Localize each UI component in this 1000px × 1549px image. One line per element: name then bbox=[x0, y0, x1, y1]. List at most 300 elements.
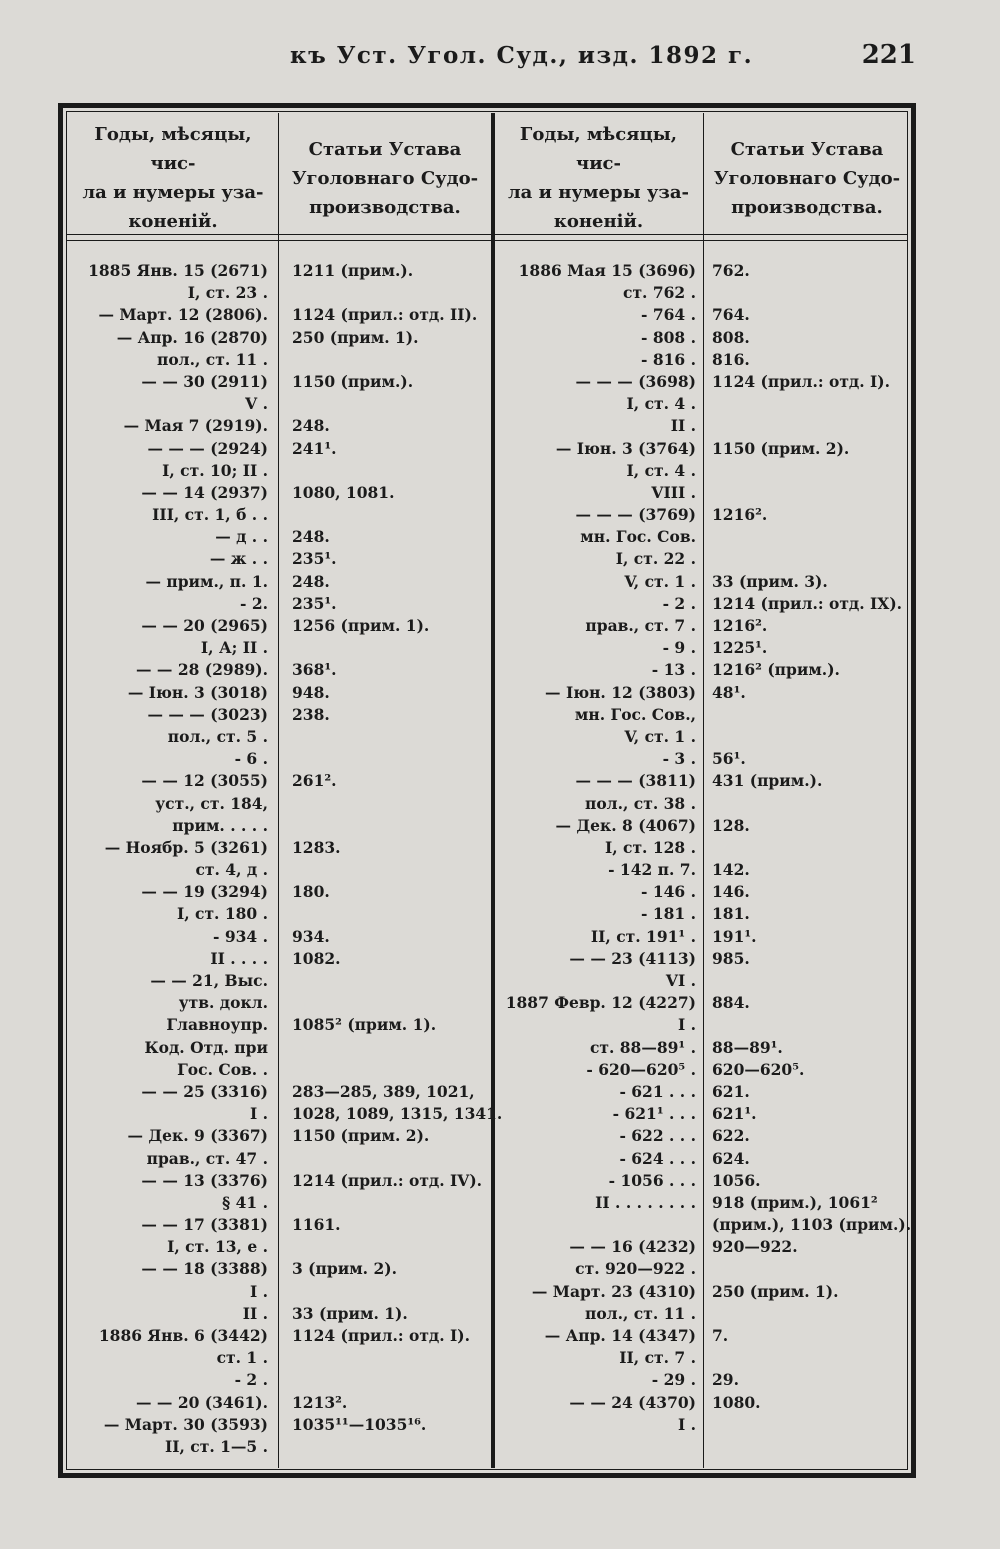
entry-text: - 934 . bbox=[213, 926, 268, 946]
article-row bbox=[292, 282, 492, 304]
article-text: 235¹. bbox=[292, 549, 337, 569]
article-text: 1150 (прим.). bbox=[292, 371, 414, 391]
article-row bbox=[712, 504, 907, 526]
entry-text: — — 18 (3388) bbox=[141, 1259, 268, 1279]
article-text: 250 (прим. 1). bbox=[712, 1281, 839, 1301]
article-row bbox=[292, 704, 492, 726]
article-row bbox=[712, 1236, 907, 1258]
article-text: 621¹. bbox=[712, 1104, 757, 1124]
article-row bbox=[712, 460, 907, 482]
entry-row bbox=[76, 260, 268, 282]
article-row bbox=[292, 548, 492, 570]
entry-text: I . bbox=[677, 1414, 696, 1434]
article-row bbox=[712, 349, 907, 371]
article-text: 180. bbox=[292, 882, 330, 902]
entry-text: - 621¹ . . . bbox=[612, 1104, 696, 1124]
entry-row bbox=[76, 1014, 268, 1036]
entry-row bbox=[76, 970, 268, 992]
entry-row bbox=[76, 327, 268, 349]
article-row bbox=[712, 482, 907, 504]
article-row bbox=[712, 1281, 907, 1303]
entry-text: — — 28 (2989). bbox=[136, 660, 268, 680]
entry-text: — — 16 (4232) bbox=[569, 1237, 696, 1257]
entry-text: II . . . . bbox=[210, 948, 268, 968]
article-row bbox=[292, 526, 492, 548]
article-row bbox=[712, 393, 907, 415]
running-head bbox=[0, 38, 1000, 78]
article-row bbox=[712, 1258, 907, 1280]
entry-row bbox=[76, 770, 268, 792]
article-text: 884. bbox=[712, 993, 750, 1013]
article-row bbox=[712, 1214, 912, 1236]
entry-text: — — — (2924) bbox=[147, 438, 268, 458]
article-text: 48¹. bbox=[712, 682, 746, 702]
entry-text: — — 25 (3316) bbox=[141, 1081, 268, 1101]
article-row bbox=[292, 1148, 492, 1170]
article-text: 1124 (прил.: отд. II). bbox=[292, 305, 478, 325]
article-row bbox=[712, 970, 907, 992]
entry-text: - 9 . bbox=[662, 638, 696, 658]
article-row bbox=[712, 659, 907, 681]
entry-text: - 29 . bbox=[651, 1370, 696, 1390]
entry-row bbox=[76, 504, 268, 526]
entry-text: I, А; II . bbox=[200, 638, 268, 658]
entry-row bbox=[76, 593, 268, 615]
entry-row bbox=[500, 482, 696, 504]
entry-text: Главноупр. bbox=[166, 1015, 268, 1035]
article-row bbox=[292, 859, 492, 881]
article-row bbox=[292, 1325, 492, 1347]
entry-row bbox=[500, 770, 696, 792]
article-row bbox=[292, 659, 492, 681]
article-row bbox=[292, 682, 492, 704]
entry-row bbox=[500, 682, 696, 704]
article-row bbox=[292, 1392, 492, 1414]
entry-row bbox=[500, 970, 696, 992]
entry-text: — — — (3811) bbox=[575, 771, 696, 791]
article-text: 1150 (прим. 2). bbox=[712, 438, 850, 458]
entry-row bbox=[76, 526, 268, 548]
entry-row bbox=[76, 881, 268, 903]
header-dates-left: Годы, мѣсяцы, чис- ла и нумеры уза- коненій. bbox=[82, 124, 264, 232]
entry-text: VI . bbox=[665, 971, 696, 990]
entry-text: II . bbox=[670, 416, 696, 436]
entry-row bbox=[500, 615, 696, 637]
article-text: 1214 (прил.: отд. IV). bbox=[292, 1170, 483, 1190]
entry-text: - 6 . bbox=[234, 749, 268, 769]
entry-row bbox=[76, 1125, 268, 1147]
entry-row bbox=[500, 504, 696, 526]
entry-text: — — 20 (2965) bbox=[141, 616, 268, 635]
article-row bbox=[712, 548, 907, 570]
article-row bbox=[292, 970, 492, 992]
article-row bbox=[292, 837, 492, 859]
entry-text: - 620—620⁵ . bbox=[586, 1059, 696, 1079]
article-text: 1161. bbox=[292, 1215, 341, 1235]
article-row bbox=[292, 1236, 492, 1258]
article-text: 181. bbox=[712, 904, 750, 924]
article-row bbox=[292, 1281, 492, 1303]
article-text: 622. bbox=[712, 1126, 750, 1146]
entry-text: — д . . bbox=[215, 527, 268, 547]
article-row bbox=[292, 615, 492, 637]
article-row bbox=[712, 371, 907, 393]
entry-text: — Март. 30 (3593) bbox=[103, 1414, 268, 1434]
entry-row bbox=[500, 1258, 696, 1280]
entry-text: — Іюн. 3 (3018) bbox=[127, 682, 268, 702]
entry-text: - 181 . bbox=[641, 904, 696, 924]
article-row bbox=[712, 837, 907, 859]
entry-text: пол., ст. 38 . bbox=[585, 793, 696, 813]
entry-text: - 624 . . . bbox=[619, 1148, 696, 1168]
running-title: къ Уст. Угол. Суд., изд. 1892 г. bbox=[290, 42, 754, 69]
entry-text: II . bbox=[242, 1303, 268, 1323]
article-text: 1035¹¹—1035¹⁶. bbox=[292, 1414, 427, 1434]
entry-row bbox=[500, 926, 696, 948]
entry-row bbox=[76, 438, 268, 460]
entry-text: 1887 Февр. 12 (4227) bbox=[505, 993, 696, 1013]
entry-text: ст. 1 . bbox=[216, 1348, 268, 1368]
entry-row bbox=[76, 1148, 268, 1170]
article-row bbox=[292, 1347, 492, 1369]
entry-row bbox=[500, 992, 696, 1014]
entry-text: II, ст. 191¹ . bbox=[590, 926, 696, 946]
article-row bbox=[292, 793, 492, 815]
article-row bbox=[712, 1392, 907, 1414]
article-text: 1225¹. bbox=[712, 638, 768, 658]
article-row bbox=[712, 859, 907, 881]
article-text: 918 (прим.), 1061² bbox=[712, 1192, 878, 1212]
entry-text: утв. докл. bbox=[178, 993, 268, 1013]
entry-text: - 764 . bbox=[641, 305, 696, 325]
entry-row bbox=[500, 393, 696, 415]
entry-text: I . bbox=[677, 1015, 696, 1035]
article-row bbox=[712, 1303, 907, 1325]
entry-text: — Дек. 9 (3367) bbox=[127, 1126, 268, 1146]
entry-row bbox=[76, 659, 268, 681]
article-text: 431 (прим.). bbox=[712, 771, 823, 791]
entry-row bbox=[76, 926, 268, 948]
entry-text: - 1056 . . . bbox=[608, 1170, 696, 1190]
article-text: 261². bbox=[292, 771, 337, 791]
article-row bbox=[712, 726, 907, 748]
entry-row bbox=[76, 1103, 268, 1125]
article-text: 146. bbox=[712, 882, 750, 902]
article-row bbox=[292, 1125, 492, 1147]
entry-row bbox=[500, 526, 696, 548]
article-row bbox=[292, 948, 492, 970]
header-dates-right: Годы, мѣсяцы, чис- ла и нумеры уза- коненій. bbox=[507, 124, 690, 232]
header-articles-right: Статьи Устава Уголовнаго Судо- производства. bbox=[713, 138, 901, 218]
entry-row bbox=[76, 815, 268, 837]
article-row bbox=[712, 748, 907, 770]
entry-text: — — 19 (3294) bbox=[141, 882, 268, 902]
article-row bbox=[712, 926, 907, 948]
entry-row bbox=[500, 793, 696, 815]
entry-text: - 2 . bbox=[234, 1370, 268, 1390]
entry-text: ст. 920—922 . bbox=[575, 1259, 696, 1279]
entry-row bbox=[76, 1414, 268, 1436]
entry-text: прав., ст. 47 . bbox=[146, 1148, 268, 1168]
entry-row bbox=[500, 438, 696, 460]
article-text: 1211 (прим.). bbox=[292, 261, 414, 280]
article-row bbox=[292, 1436, 492, 1458]
entry-row bbox=[500, 748, 696, 770]
article-text: (прим.), 1103 (прим.). bbox=[712, 1215, 912, 1235]
entry-text: - 13 . bbox=[651, 660, 696, 680]
entry-row bbox=[76, 903, 268, 925]
entry-text: 1886 Мая 15 (3696) bbox=[518, 261, 696, 280]
entry-text: VIII . bbox=[651, 482, 696, 502]
entry-row bbox=[500, 637, 696, 659]
column-divider bbox=[278, 113, 279, 1468]
entry-row bbox=[76, 726, 268, 748]
article-text: 1150 (прим. 2). bbox=[292, 1126, 430, 1146]
article-row bbox=[292, 260, 492, 282]
article-text: 33 (прим. 1). bbox=[292, 1303, 408, 1323]
entry-row bbox=[76, 1258, 268, 1280]
entry-text: V, ст. 1 . bbox=[624, 726, 696, 746]
entry-text: — Дек. 8 (4067) bbox=[555, 815, 696, 835]
entry-text: пол., ст. 5 . bbox=[167, 726, 268, 746]
entry-text: — — 21, Выс. bbox=[150, 971, 268, 990]
article-row bbox=[712, 704, 907, 726]
entry-row bbox=[76, 948, 268, 970]
article-row bbox=[292, 438, 492, 460]
entry-text: - 142 п. 7. bbox=[608, 860, 696, 880]
article-text: 620—620⁵. bbox=[712, 1059, 805, 1079]
entry-row bbox=[76, 571, 268, 593]
article-text: 920—922. bbox=[712, 1237, 798, 1257]
entry-row bbox=[500, 1325, 696, 1347]
entry-row bbox=[500, 859, 696, 881]
entry-text: V, ст. 1 . bbox=[624, 571, 696, 591]
article-row bbox=[712, 1414, 907, 1436]
article-text: 948. bbox=[292, 682, 330, 702]
article-text: 934. bbox=[292, 926, 330, 946]
entry-row bbox=[76, 682, 268, 704]
article-row bbox=[712, 304, 907, 326]
article-text: 248. bbox=[292, 416, 330, 436]
header-articles-left: Статьи Устава Уголовнаго Судо- производства. bbox=[291, 138, 479, 218]
article-text: 1085² (прим. 1). bbox=[292, 1015, 437, 1035]
article-text: 3 (прим. 2). bbox=[292, 1259, 397, 1279]
entry-row bbox=[76, 282, 268, 304]
entry-row bbox=[500, 903, 696, 925]
article-row bbox=[292, 926, 492, 948]
entry-row bbox=[500, 837, 696, 859]
entry-row bbox=[500, 371, 696, 393]
entry-row bbox=[76, 460, 268, 482]
article-row bbox=[712, 1103, 907, 1125]
article-row bbox=[712, 1192, 907, 1214]
entry-row bbox=[76, 482, 268, 504]
entry-row bbox=[500, 1014, 696, 1036]
article-text: 816. bbox=[712, 349, 750, 369]
article-text: 238. bbox=[292, 704, 330, 724]
article-row bbox=[712, 415, 907, 437]
entry-row bbox=[500, 260, 696, 282]
entry-row bbox=[500, 1081, 696, 1103]
entry-row bbox=[500, 460, 696, 482]
article-row bbox=[292, 1414, 492, 1436]
entry-row bbox=[76, 1347, 268, 1369]
article-text: 33 (прим. 3). bbox=[712, 571, 828, 591]
entry-text: II, ст. 1—5 . bbox=[165, 1436, 268, 1456]
article-row bbox=[712, 1014, 907, 1036]
entry-text: прим. . . . . bbox=[172, 815, 268, 835]
entry-row bbox=[500, 1170, 696, 1192]
article-row bbox=[712, 1037, 907, 1059]
article-row bbox=[712, 1059, 907, 1081]
article-row bbox=[292, 304, 492, 326]
entry-row bbox=[500, 415, 696, 437]
entry-row bbox=[76, 704, 268, 726]
entry-text: — — 17 (3381) bbox=[141, 1215, 268, 1235]
entry-text: I, ст. 4 . bbox=[626, 460, 696, 480]
entry-row bbox=[500, 704, 696, 726]
entry-text: I, ст. 13, е . bbox=[167, 1237, 268, 1257]
article-row bbox=[292, 460, 492, 482]
entry-row bbox=[76, 837, 268, 859]
article-row bbox=[292, 770, 492, 792]
article-text: 248. bbox=[292, 571, 330, 591]
entry-text: Код. Отд. при bbox=[144, 1037, 268, 1057]
entry-row bbox=[76, 1369, 268, 1391]
entry-text: — — — (3698) bbox=[575, 371, 696, 391]
entry-text: III, ст. 1, б . . bbox=[152, 505, 268, 525]
entry-text: — Іюн. 3 (3764) bbox=[555, 438, 696, 458]
article-row bbox=[712, 526, 907, 548]
entry-text: - 2 . bbox=[662, 593, 696, 613]
entry-row bbox=[500, 659, 696, 681]
article-row bbox=[712, 1125, 907, 1147]
entry-row bbox=[500, 349, 696, 371]
entry-text: — — 12 (3055) bbox=[141, 771, 268, 791]
entry-text: - 622 . . . bbox=[619, 1126, 696, 1146]
entry-row bbox=[500, 1214, 696, 1236]
entry-row bbox=[76, 1325, 268, 1347]
entry-row bbox=[500, 1236, 696, 1258]
entry-text: ст. 4, д . bbox=[195, 860, 268, 880]
entry-row bbox=[500, 1414, 696, 1436]
article-text: 1124 (прил.: отд. I). bbox=[712, 371, 891, 391]
article-row bbox=[712, 1170, 907, 1192]
entry-row bbox=[500, 948, 696, 970]
article-row bbox=[292, 1081, 492, 1103]
article-row bbox=[712, 881, 907, 903]
page-number: 221 bbox=[861, 40, 916, 70]
entry-row bbox=[500, 593, 696, 615]
article-text: 248. bbox=[292, 527, 330, 547]
entry-text: - 3 . bbox=[662, 749, 696, 769]
entry-row bbox=[500, 327, 696, 349]
article-row bbox=[292, 593, 492, 615]
entry-row bbox=[500, 1103, 696, 1125]
article-text: 985. bbox=[712, 948, 750, 968]
entry-text: I, ст. 22 . bbox=[615, 549, 696, 569]
article-row bbox=[292, 726, 492, 748]
article-text: 1256 (прим. 1). bbox=[292, 616, 430, 635]
entry-row bbox=[76, 615, 268, 637]
entry-text: I, ст. 23 . bbox=[187, 283, 268, 303]
entry-row bbox=[500, 726, 696, 748]
entry-text: прав., ст. 7 . bbox=[585, 616, 696, 635]
entry-text: пол., ст. 11 . bbox=[585, 1303, 696, 1323]
entry-row bbox=[76, 1436, 268, 1458]
article-text: 283—285, 389, 1021, bbox=[292, 1081, 475, 1101]
article-text: 1080, 1081. bbox=[292, 482, 395, 502]
article-row bbox=[712, 637, 907, 659]
article-row bbox=[292, 1170, 492, 1192]
entry-row bbox=[500, 1125, 696, 1147]
left-articles-column bbox=[292, 260, 503, 1458]
article-text: 235¹. bbox=[292, 593, 337, 613]
article-text: 56¹. bbox=[712, 749, 746, 769]
entry-row bbox=[500, 1037, 696, 1059]
article-text: 1080. bbox=[712, 1392, 761, 1412]
entry-text: II . . . . . . . . bbox=[595, 1192, 696, 1212]
entry-row bbox=[76, 304, 268, 326]
entry-text: — Апр. 14 (4347) bbox=[544, 1326, 696, 1345]
article-row bbox=[292, 1192, 492, 1214]
entry-row bbox=[500, 1148, 696, 1170]
entry-text: — Іюн. 12 (3803) bbox=[545, 682, 696, 702]
entry-text: 1885 Янв. 15 (2671) bbox=[88, 261, 268, 280]
entry-row bbox=[76, 1059, 268, 1081]
article-row bbox=[712, 815, 907, 837]
entry-row bbox=[500, 881, 696, 903]
article-row bbox=[712, 992, 907, 1014]
entry-text: — — — (3769) bbox=[575, 505, 696, 525]
entry-row bbox=[76, 793, 268, 815]
entry-text: — — 24 (4370) bbox=[569, 1392, 696, 1412]
left-dates-column bbox=[76, 260, 268, 1458]
article-row bbox=[292, 903, 492, 925]
entry-text: ст. 88—89¹ . bbox=[589, 1037, 696, 1057]
article-text: 762. bbox=[712, 261, 750, 280]
entry-row bbox=[76, 1281, 268, 1303]
article-text: 128. bbox=[712, 815, 750, 835]
entry-row bbox=[500, 304, 696, 326]
article-row bbox=[712, 770, 907, 792]
entry-text: пол., ст. 11 . bbox=[157, 349, 268, 369]
article-row bbox=[712, 948, 907, 970]
column-divider bbox=[703, 113, 704, 1468]
entry-row bbox=[76, 1037, 268, 1059]
article-text: 1124 (прил.: отд. I). bbox=[292, 1326, 471, 1345]
article-row bbox=[292, 1059, 492, 1081]
entry-row bbox=[500, 1347, 696, 1369]
article-text: 1082. bbox=[292, 948, 341, 968]
article-row bbox=[712, 593, 907, 615]
article-row bbox=[292, 415, 492, 437]
entry-text: ст. 762 . bbox=[623, 283, 696, 303]
entry-row bbox=[76, 1303, 268, 1325]
article-row bbox=[292, 327, 492, 349]
article-text: 368¹. bbox=[292, 660, 337, 680]
article-text: 29. bbox=[712, 1370, 739, 1390]
article-row bbox=[712, 327, 907, 349]
entry-text: — прим., п. 1. bbox=[145, 571, 268, 591]
entry-text: — Ноябр. 5 (3261) bbox=[104, 837, 268, 857]
article-row bbox=[712, 793, 907, 815]
article-row bbox=[292, 815, 492, 837]
article-row bbox=[292, 748, 492, 770]
entry-text: — — 30 (2911) bbox=[141, 371, 268, 391]
entry-row bbox=[76, 371, 268, 393]
article-text: 808. bbox=[712, 327, 750, 347]
